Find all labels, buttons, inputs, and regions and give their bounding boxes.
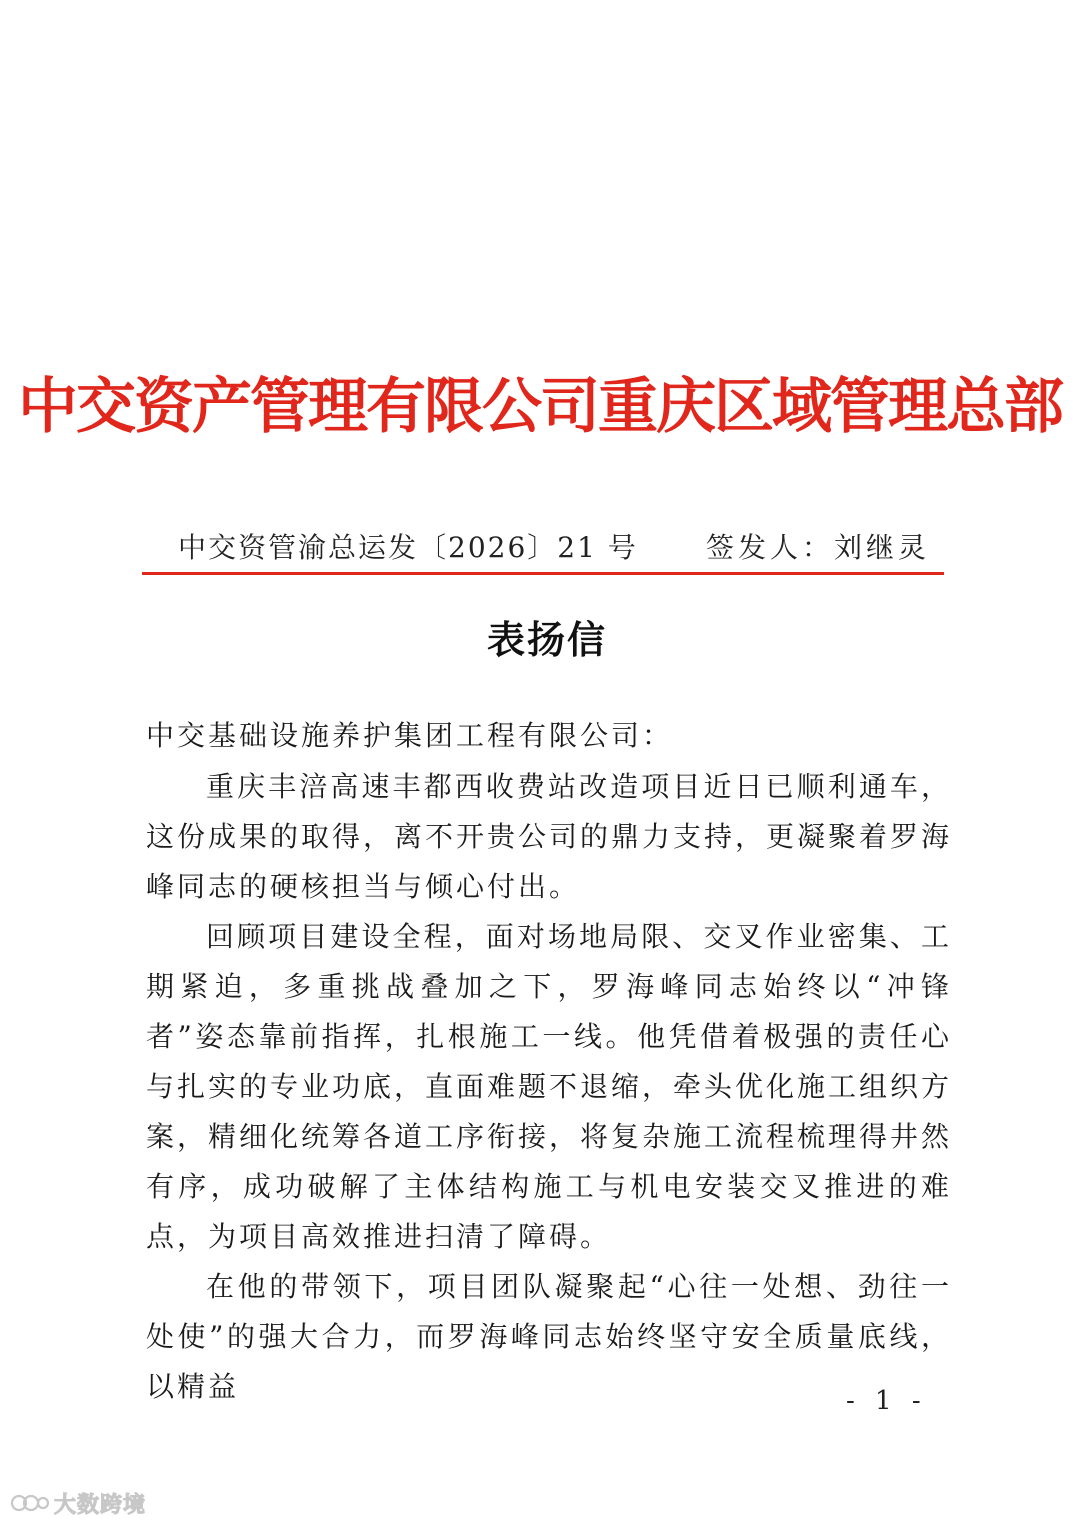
page-number: - 1 - bbox=[846, 1386, 927, 1416]
red-divider-line bbox=[142, 572, 944, 575]
watermark-text: 大数跨境 bbox=[54, 1492, 147, 1518]
letter-body bbox=[146, 762, 952, 1412]
watermark-logo-icon bbox=[10, 1491, 50, 1515]
watermark bbox=[10, 1486, 146, 1520]
document-number: 中交资管渝总运发〔2026〕21 号 bbox=[178, 531, 638, 564]
signer: 签发人：刘继灵 bbox=[706, 531, 931, 564]
paragraph-3: 在他的带领下，项目团队凝聚起“心往一处想、劲往一处使”的强大合力，而罗海峰同志始终坚守安全质量底线，以精益 bbox=[146, 1270, 952, 1403]
letter-title: 表扬信 bbox=[486, 618, 607, 662]
issuing-organization-title: 中交资产管理有限公司重庆区域管理总部 bbox=[18, 372, 1062, 442]
salutation: 中交基础设施养护集团工程有限公司： bbox=[146, 719, 674, 752]
paragraph-1: 重庆丰涪高速丰都西收费站改造项目近日已顺利通车，这份成果的取得，离不开贵公司的鼎力支持，更凝聚着罗海峰同志的硬核担当与倾心付出。 bbox=[146, 770, 953, 903]
paragraph-2: 回顾项目建设全程，面对场地局限、交叉作业密集、工期紧迫，多重挑战叠加之下，罗海峰同志始终以“冲锋者”姿态靠前指挥，扎根施工一线。他凭借着极强的责任心与扎实的专业功底，直面难题不退缩，牵头优化施工组织方案，精细化统筹各道工序衔接，将复杂施工流程梳理得井然有序，成功破解了主体结构施工与机电安装交叉推进的难点，为项目高效推进扫清了障碍。 bbox=[146, 920, 953, 1253]
